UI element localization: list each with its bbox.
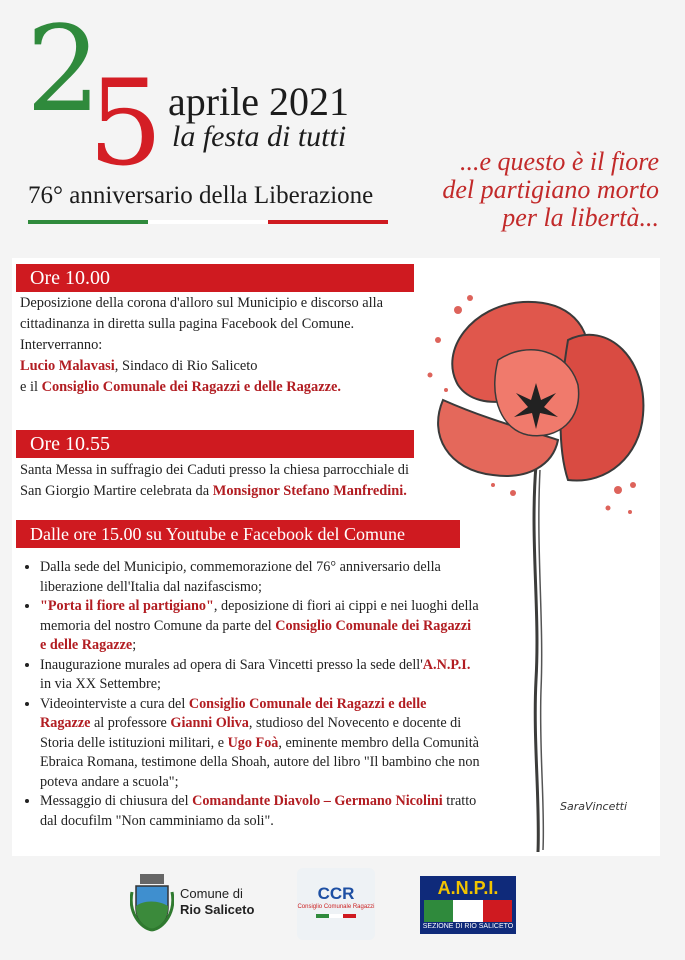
section-band-afternoon: Dalle ore 15.00 su Youtube e Facebook del Comune	[16, 520, 460, 548]
big-number-2: 2	[26, 0, 102, 138]
comune-name: Rio Saliceto	[180, 902, 255, 917]
speaker-name: Lucio Malavasi	[20, 358, 115, 374]
officiant-name: Monsignor Stefano Manfredini.	[212, 483, 407, 499]
ccr-flag-icon	[316, 914, 356, 918]
anpi-logo-title: A.N.P.I.	[437, 878, 499, 898]
anniversary-heading: 76° anniversario della Liberazione	[28, 182, 374, 209]
list-item: • Messaggio di chiusura del Comandante Diavolo – Germano Nicolini tratto dal docufilm "Non camminiamo da soli".	[40, 792, 480, 831]
big-number-5: 5	[88, 54, 164, 192]
ccr-logo-subtitle: Consiglio Comunale Ragazzi	[297, 904, 375, 910]
date-title: aprile 2021	[168, 79, 350, 124]
section1-text: Deposizione della corona d'alloro sul Municipio e discorso alla cittadinanza in diretta sulla pagina Facebook del Comune. Interverranno: Lucio Malavasi, Sindaco di Rio Saliceto e il Consiglio Comunale dei Ragazzi e delle Ragazze.	[20, 295, 384, 395]
list-item: • "Porta il fiore al partigiano", deposizione di fiori ai cippi e nei luoghi della memoria del nostro Comune da parte del Consiglio Comunale dei Ragazzi e delle Ragazze;	[40, 597, 480, 656]
anpi-flag-icon	[424, 900, 512, 922]
subtitle: la festa di tutti	[172, 120, 347, 153]
anpi-logo-subtitle: SEZIONE DI RIO SALICETO	[422, 923, 514, 930]
section2-text: Santa Messa in suffragio dei Caduti presso la chiesa parrocchiale di San Giorgio Martire celebrata da Monsignor Stefano Manfredini.	[20, 462, 409, 499]
artist-signature: SaraVincetti	[560, 800, 628, 813]
comune-label: Comune di	[180, 886, 243, 901]
ccr-logo	[297, 868, 375, 940]
poppy-illustration	[418, 280, 668, 860]
ccr-name: Consiglio Comunale dei Ragazzi e delle Ragazze.	[41, 379, 341, 395]
afternoon-program-list	[20, 558, 480, 831]
poppy-quote: ...e questo è il fiore del partigiano morto per la libertà...	[442, 147, 659, 232]
section-band-ore-1055: Ore 10.55	[16, 430, 414, 458]
tricolor-bar	[28, 220, 388, 224]
list-item: • Inaugurazione murales ad opera di Sara Vincetti presso la sede dell'A.N.P.I. in via XX Settembre;	[40, 656, 480, 695]
list-item: • Videointerviste a cura del Consiglio Comunale dei Ragazzi e delle Ragazze al professore Gianni Oliva, studioso del Novecento e docente di Storia delle istituzioni militari, e Ugo Foà, eminente membro della Comunità Ebraica Romana, testimone della Shoah, autore del libro "Il bambino che non poteva andare a scuola";	[40, 695, 480, 793]
comune-logo	[130, 872, 254, 932]
coat-of-arms-icon	[130, 872, 174, 932]
list-item: • Dalla sede del Municipio, commemorazione del 76° anniversario della liberazione dell'Italia dal nazifascismo;	[40, 558, 480, 597]
ccr-logo-title: CCR	[317, 884, 355, 903]
section-band-ore-10: Ore 10.00	[16, 264, 414, 292]
anpi-logo	[420, 876, 516, 934]
